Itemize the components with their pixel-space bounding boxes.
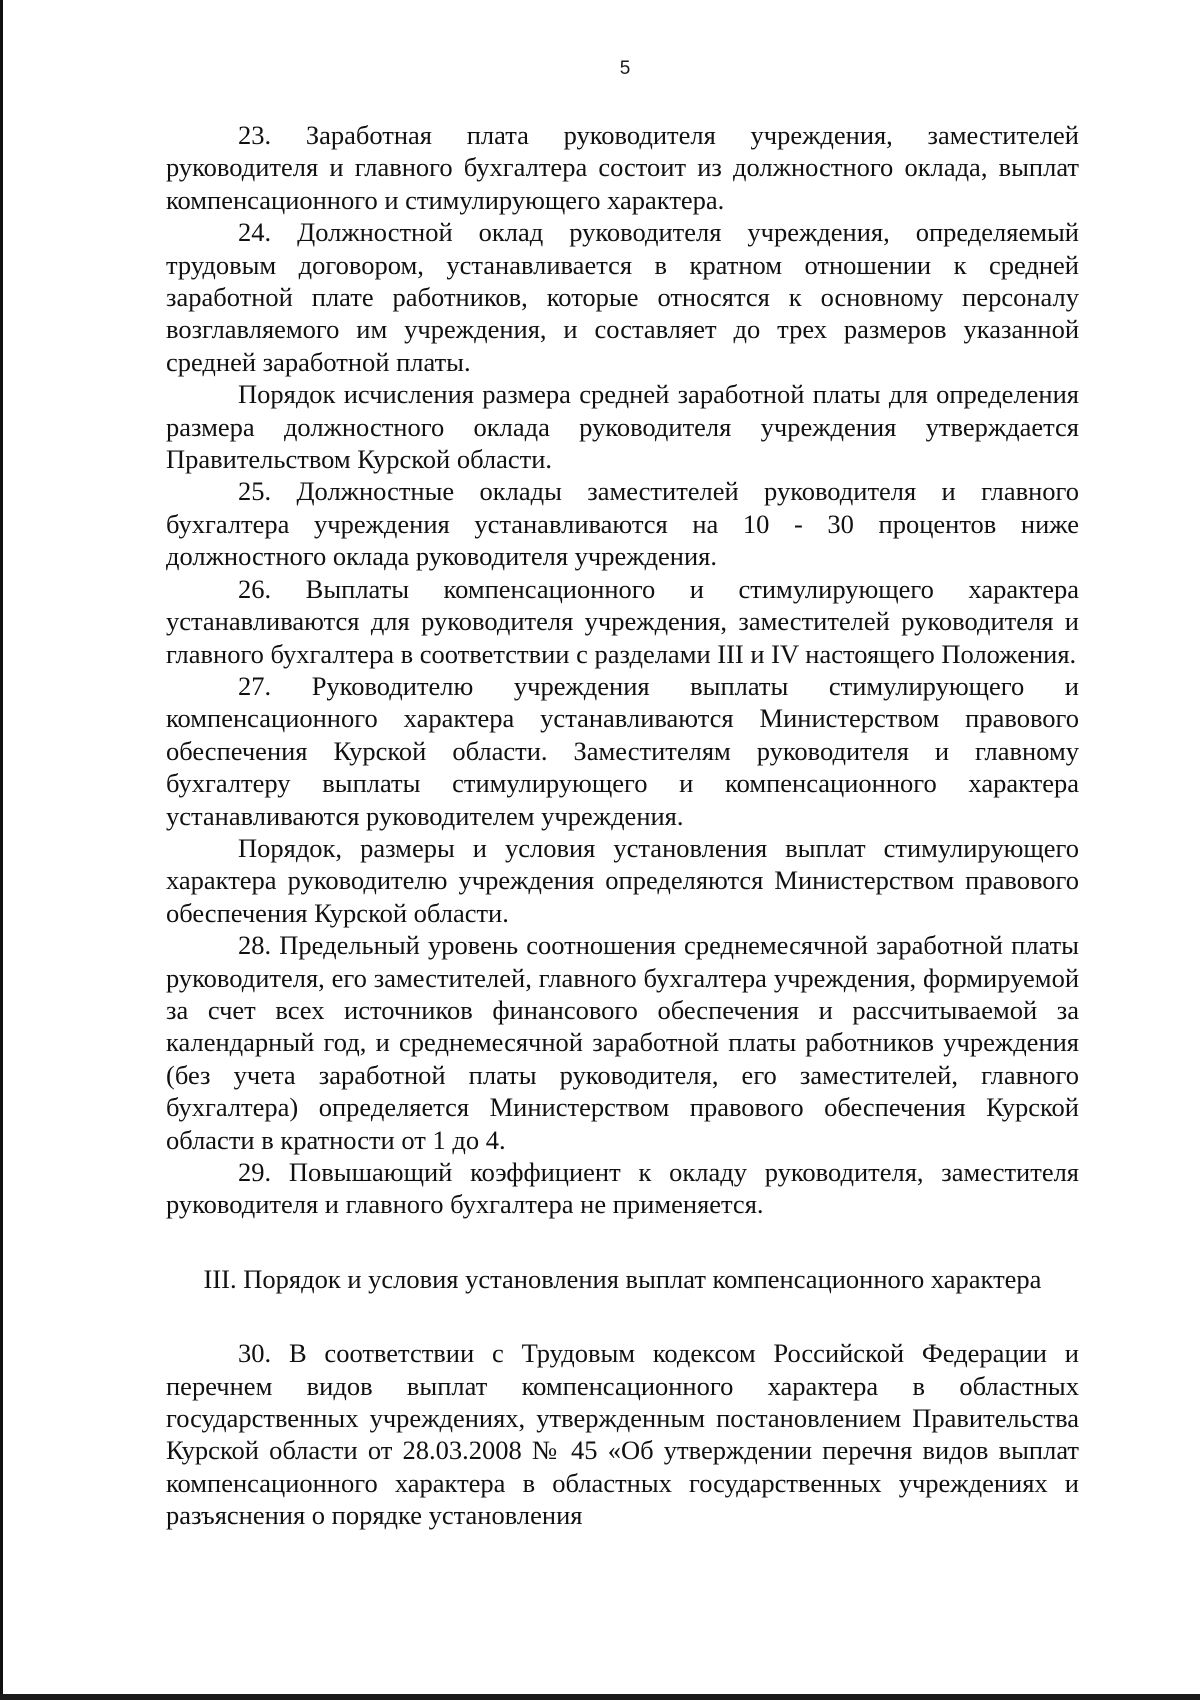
section-heading: III. Порядок и условия установления выплат компенсационного характера xyxy=(203,1263,1042,1294)
paragraph-27: 27. Руководителю учреждения выплаты стимулирующего и компенсационного характера устанавливаются Министерством правового обеспечения Курской области. Заместителям руководителя и главному бухгалтеру выплаты стимулирующего и компенсационного характера устанавливаются руководителем учреждения. xyxy=(166,670,1079,831)
scan-edge-left xyxy=(0,0,3,1700)
paragraph-26: 26. Выплаты компенсационного и стимулирующего характера устанавливаются для руководителя учреждения, заместителей руководителя и главного бухгалтера в соответствии с разделами III и IV настоящего Положения. xyxy=(166,573,1079,669)
paragraph-30: 30. В соответствии с Трудовым кодексом Российской Федерации и перечнем видов выплат компенсационного характера в областных государственных учреждениях, утвержденным постановлением Правительства Курской области от 28.03.2008 № 45 «Об утверждении перечня видов выплат компенсационного характера в областных государственных учреждениях и разъяснения о порядке установления xyxy=(166,1338,1079,1531)
page-number: 5 xyxy=(619,58,631,79)
paragraph-24: 24. Должностной оклад руководителя учреждения, определяемый трудовым договором, устанавливается в кратном отношении к средней заработной плате работников, которые относятся к основному персоналу возглавляемого им учреждения, и составляет до трех размеров указанной средней заработной платы. xyxy=(166,217,1079,377)
paragraph-28: 28. Предельный уровень соотношения среднемесячной заработной платы руководителя, его заместителей, главного бухгалтера учреждения, формируемой за счет всех источников финансового обеспечения и рассчитываемой за календарный год, и среднемесячной заработной платы работников учреждения (без учета заработной платы руководителя, его заместителей, главного бухгалтера) определяется Министерством правового обеспечения Курской области в кратности от 1 до 4. xyxy=(166,930,1079,1155)
paragraph-23: 23. Заработная плата руководителя учреждения, заместителей руководителя и главного бухгалтера состоит из должностного оклада, выплат компенсационного и стимулирующего характера. xyxy=(166,120,1079,215)
paragraph-25: 25. Должностные оклады заместителей руководителя и главного бухгалтера учреждения устанавливаются на 10 - 30 процентов ниже должностного оклада руководителя учреждения. xyxy=(166,476,1079,572)
scan-edge-bottom xyxy=(0,1694,1200,1700)
paragraph-24-order: Порядок исчисления размера средней заработной платы для определения размера должностного оклада руководителя учреждения утверждается Правительством Курской области. xyxy=(166,379,1079,475)
paragraph-27-order: Порядок, размеры и условия установления выплат стимулирующего характера руководителю учреждения определяются Министерством правового обеспечения Курской области. xyxy=(166,832,1079,928)
document-body xyxy=(166,119,1079,1532)
paragraph-29: 29. Повышающий коэффициент к окладу руководителя, заместителя руководителя и главного бухгалтера не применяется. xyxy=(166,1157,1079,1220)
